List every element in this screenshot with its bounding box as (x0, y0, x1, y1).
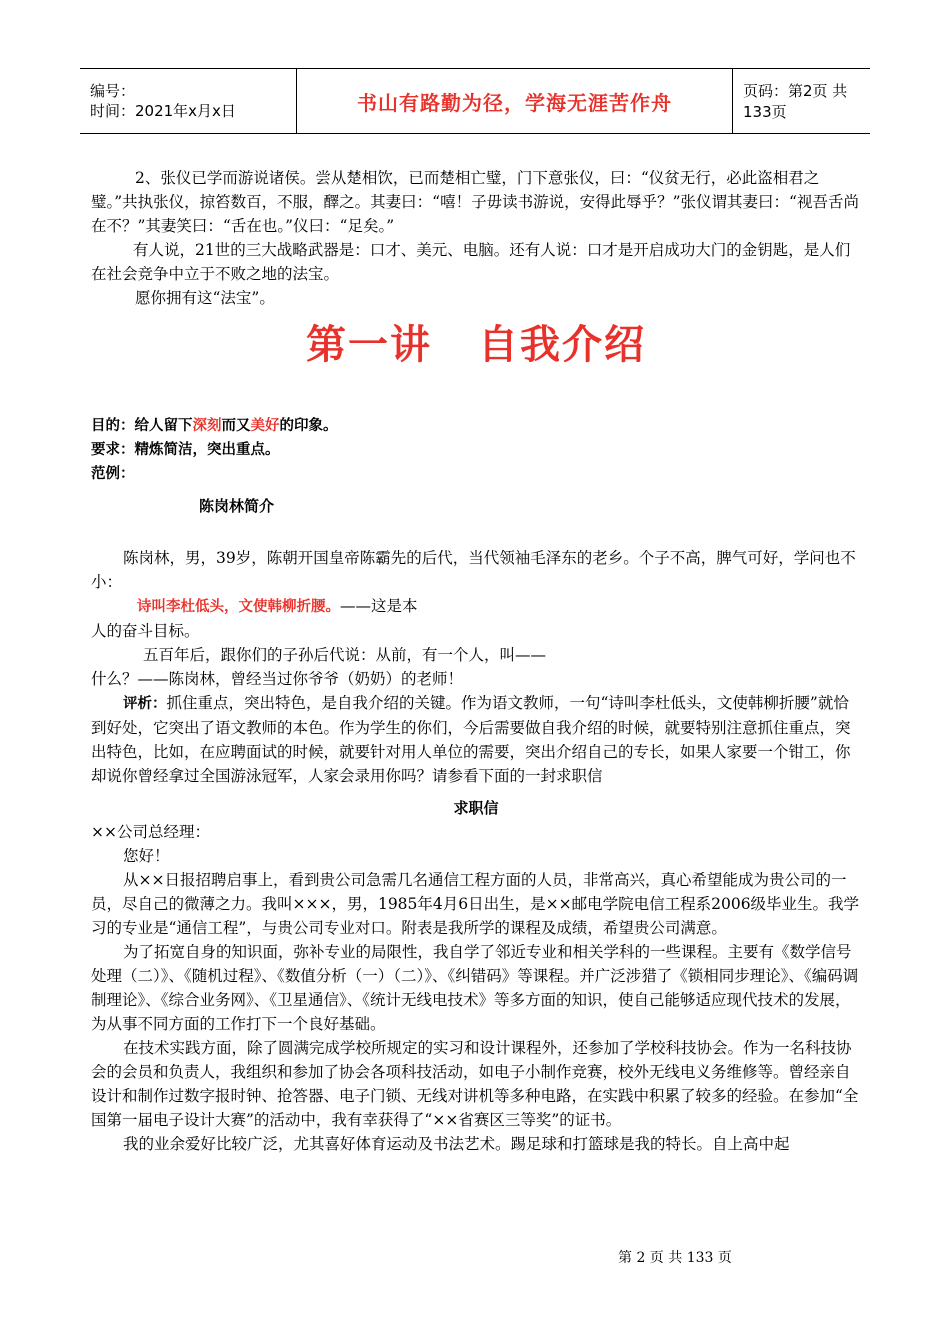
intro-paragraph-3: 愿你拥有这“法宝”。 (135, 289, 275, 307)
letter-salutation: ××公司总经理： (91, 823, 210, 841)
profile-paragraph-3b: 什么？——陈岗林，曾经当过你爷爷（奶奶）的老师！ (91, 670, 464, 688)
lecture-title: 第一讲 自我介绍 (306, 322, 646, 368)
letter-paragraph-1: 从××日报招聘启事上，看到贵公司急需几名通信工程方面的人员，非常高兴，真心希望能成为贵公司的一员，尽自己的微薄之力。我叫×××，男，1985年4月6日出生，是××邮电学院电信工程系2006级毕业生。我学习的专业是“通信工程”，与贵公司专业对口。附表是我所学的课程及成绩，希望贵公司满意。 (91, 871, 860, 937)
analysis-paragraph: 评析：抓住重点，突出特色，是自我介绍的关键。作为语文教师，一句“诗叫李杜低头，文使韩柳折腰”就恰到好处，它突出了语文教师的本色。作为学生的你们，今后需要做自我介绍的时候，就要特别注意抓住重点，突出特色，比如，在应聘面试的时候，就要针对用人单位的需要，突出介绍自己的专长，如果人家要一个钳工，你却说你曾经拿过全国游泳冠军，人家会录用你吗？请参看下面的一封求职信 (91, 694, 851, 785)
purpose-line: 目的：给人留下深刻而又美好的印象。 (91, 418, 338, 434)
analysis-label: 评析： (123, 696, 167, 712)
profile-paragraph-3a: 五百年后，跟你们的子孙后代说：从前，有一个人，叫—— (143, 646, 547, 664)
header-meta (80, 69, 297, 133)
header-page-info: 页码：第2页 共133页 (743, 82, 848, 121)
page-footer: 第 2 页 共 133 页 (618, 1250, 732, 1266)
profile-slogan-line: 诗叫李杜低头，文使韩柳折腰。——这是本 (137, 597, 418, 615)
intro-paragraph-1: 2、张仪已学而游说诸侯。尝从楚相饮，已而楚相亡璧，门下意张仪，曰：“仪贫无行，必此盗相君之璧。”共执张仪，掠笞数百，不服，醳之。其妻曰：“嘻！子毋读书游说，安得此辱乎？”张仪谓其妻曰：“视吾舌尚在不？”其妻笑曰：“舌在也。”仪曰：“足矣。” (91, 169, 859, 235)
profile-line-2: 人的奋斗目标。 (91, 622, 200, 640)
doc-number-label: 编号： (90, 82, 136, 100)
intro-paragraph-2: 有人说，21世的三大战略武器是：口才、美元、电脑。还有人说：口才是开启成功大门的金钥匙，是人们在社会竞争中立于不败之地的法宝。 (91, 241, 851, 283)
requirement-line: 要求：精炼简洁，突出重点。 (91, 442, 280, 458)
doc-date: 时间：2021年x月x日 (90, 102, 236, 120)
letter-paragraph-4: 我的业余爱好比较广泛，尤其喜好体育运动及书法艺术。踢足球和打篮球是我的特长。自上高中起 (123, 1135, 790, 1153)
letter-paragraph-3: 在技术实践方面，除了圆满完成学校所规定的实习和设计课程外，还参加了学校科技协会。作为一名科技协会的会员和负责人，我组织和参加了协会各项科技活动，如电子小制作竞赛，校外无线电义务维修等。曾经亲自设计和制作过数字报时钟、抢答器、电子门锁、无线对讲机等多种电路，在实践中积累了较多的经验。在参加“全国第一届电子设计大赛”的活动中，我有幸获得了“××省赛区三等奖”的证书。 (91, 1039, 859, 1129)
header-motto: 书山有路勤为径，学海无涯苦作舟 (357, 90, 672, 115)
letter-greeting: 您好！ (123, 847, 170, 865)
example-label: 范例： (91, 466, 135, 482)
highlight-deep: 深刻 (192, 418, 222, 434)
letter-title: 求职信 (453, 799, 499, 817)
document-body (91, 166, 861, 1156)
letter-paragraph-2: 为了拓宽自身的知识面，弥补专业的局限性，我自学了邻近专业和相关学科的一些课程。主要有《数学信号处理（二）》、《随机过程》、《数值分析（一）（二）》、《纠错码》等课程。并广泛涉猎了《锁相同步理论》、《编码调制理论》、《综合业务网》、《卫星通信》、《统计无线电技术》等多方面的知识，使自己能够适应现代技术的发展，为从事不同方面的工作打下一个良好基础。 (91, 943, 859, 1033)
highlight-good: 美好 (250, 418, 280, 434)
header-motto-cell (297, 69, 733, 133)
profile-slogan: 诗叫李杜低头，文使韩柳折腰。 (137, 599, 340, 615)
profile-paragraph: 陈岗林，男，39岁，陈朝开国皇帝陈霸先的后代，当代领袖毛泽东的老乡。个子不高，脾气可好，学问也不小： (91, 549, 856, 591)
page-header (80, 68, 870, 134)
profile-title: 陈岗林简介 (199, 497, 275, 515)
